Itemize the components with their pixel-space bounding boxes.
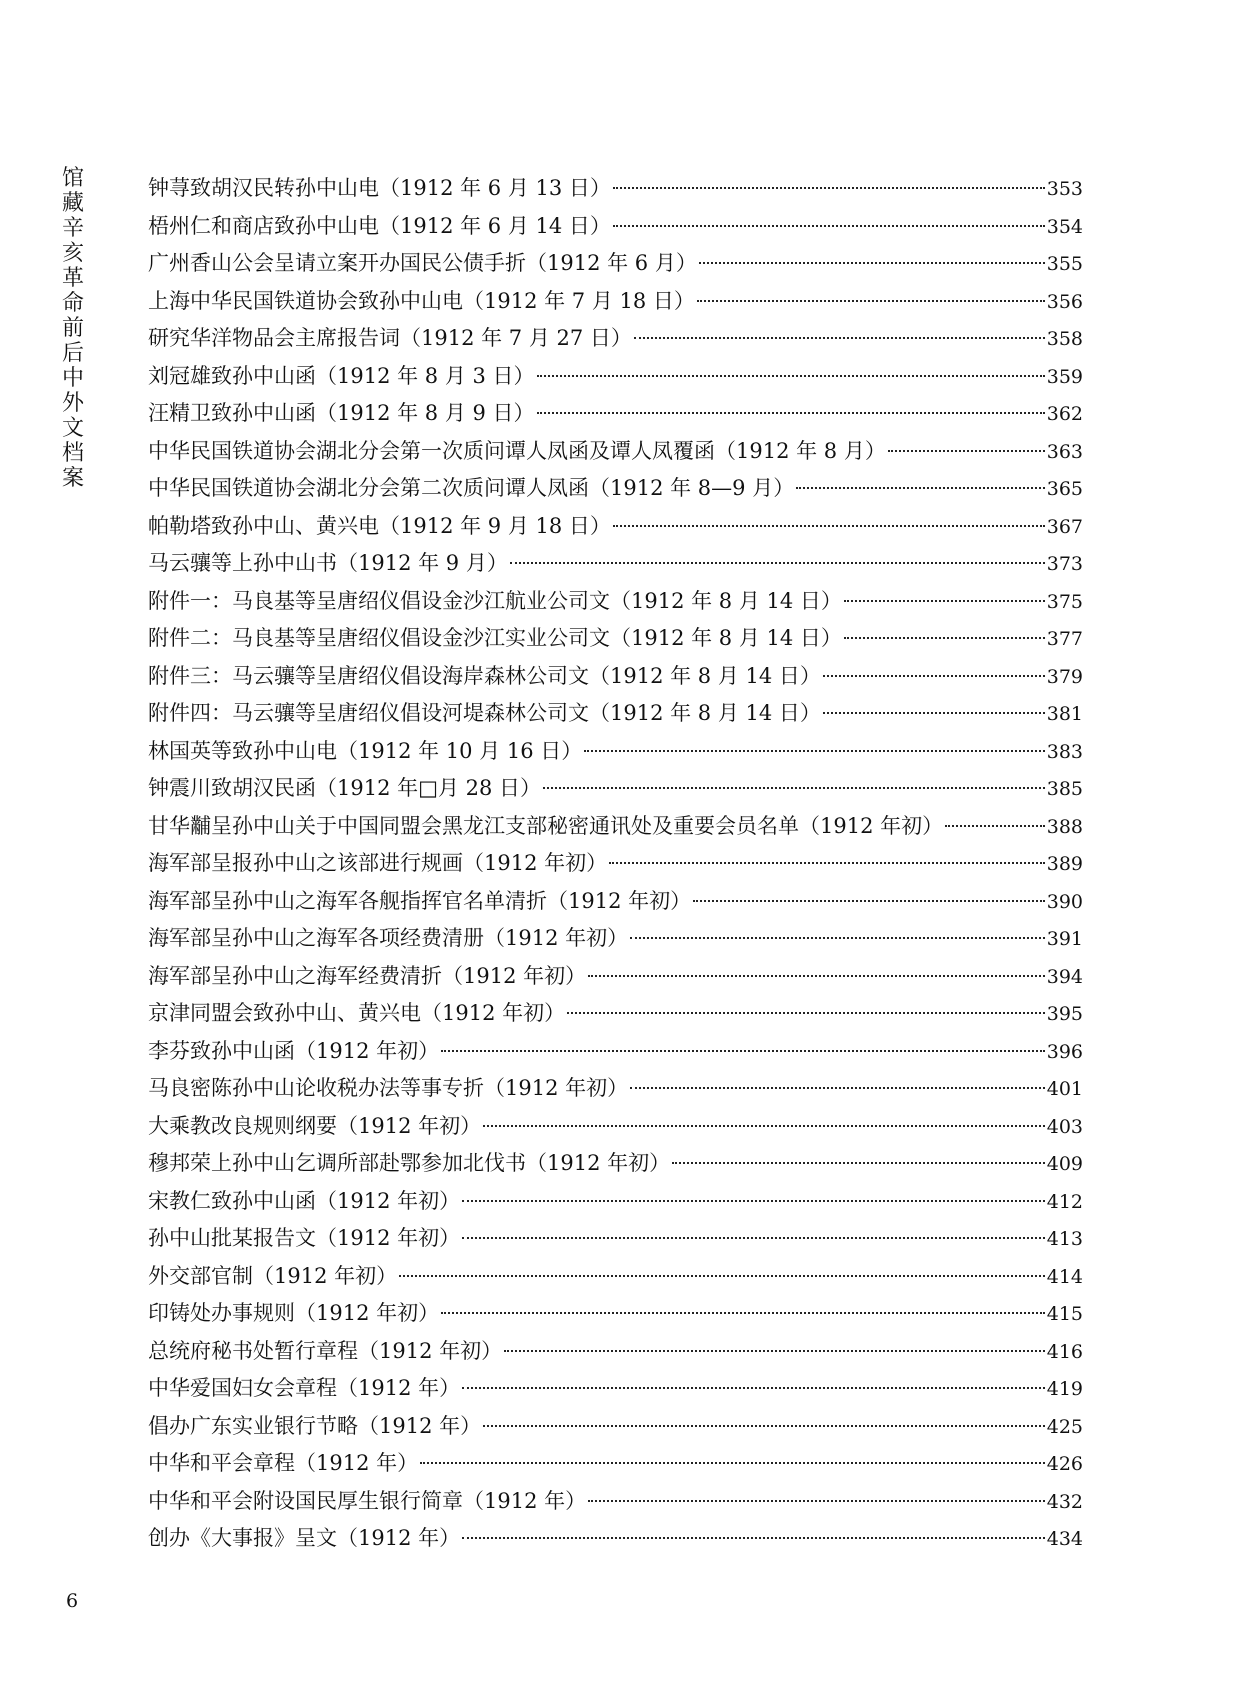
toc-entry-page: 377 [1046,628,1083,650]
dot-leader [567,1011,1045,1014]
toc-entry-title: 中华爱国妇女会章程（1912 年） [148,1376,461,1400]
toc-entry-title: 孙中山批某报告文（1912 年初） [148,1226,461,1250]
toc-entry-page: 353 [1046,178,1083,200]
toc-entry-title: 创办《大事报》呈文（1912 年） [148,1526,461,1550]
toc-entry [148,508,1083,546]
toc-entry-page: 375 [1046,590,1083,613]
toc-entry-title: 钟震川致胡汉民函（1912 年□月 28 日） [148,776,542,800]
toc-entry [148,1145,1083,1183]
toc-entry [148,1070,1083,1108]
toc-entry-title: 甘华黼呈孙中山关于中国同盟会黑龙江支部秘密通讯处及重要会员名单（1912 年初） [148,813,944,838]
toc-entry [148,1108,1083,1146]
dot-leader [672,1161,1045,1164]
toc-entry [148,470,1083,508]
table-of-contents [148,170,1083,1558]
toc-entry-title: 附件一：马良基等呈唐绍仪倡设金沙江航业公司文（1912 年 8 月 14 日） [148,588,842,613]
toc-entry-page: 388 [1046,815,1083,838]
toc-entry [148,1333,1083,1371]
dot-leader [945,824,1045,827]
toc-entry [148,883,1083,921]
running-header-title: 馆藏辛亥革命前后中外文档案 [61,166,84,491]
toc-entry-page: 409 [1046,1153,1083,1175]
toc-entry-title: 研究华洋物品会主席报告词（1912 年 7 月 27 日） [148,326,632,350]
toc-entry-page: 355 [1046,253,1083,275]
toc-entry [148,395,1083,433]
toc-entry [148,358,1083,396]
toc-entry [148,733,1083,771]
toc-entry [148,170,1083,208]
dot-leader [462,1236,1045,1239]
toc-entry-title: 附件四：马云骧等呈唐绍仪倡设河堤森林公司文（1912 年 8 月 14 日） [148,701,821,725]
toc-entry [148,958,1083,996]
dot-leader [504,1349,1045,1352]
toc-entry-title: 马良密陈孙中山论收税办法等事专折（1912 年初） [148,1076,629,1100]
toc-entry-title: 附件三：马云骧等呈唐绍仪倡设海岸森林公司文（1912 年 8 月 14 日） [148,663,821,688]
dot-leader [399,1274,1045,1277]
toc-entry-title: 穆邦荣上孙中山乞调所部赴鄂参加北伐书（1912 年初） [148,1151,671,1175]
toc-entry-page: 416 [1046,1340,1083,1363]
toc-entry-title: 中华民国铁道协会湖北分会第二次质问谭人凤函（1912 年 8—9 月） [148,476,795,500]
toc-entry-page: 354 [1046,215,1083,238]
toc-entry [148,1483,1083,1521]
toc-entry-page: 395 [1046,1003,1083,1025]
toc-entry [148,845,1083,883]
toc-entry-page: 389 [1046,853,1083,875]
toc-entry-page: 358 [1046,328,1083,350]
toc-entry-page: 425 [1046,1415,1083,1438]
toc-entry-page: 401 [1046,1078,1083,1100]
dot-leader [613,224,1045,227]
toc-entry-title: 宋教仁致孙中山函（1912 年初） [148,1188,461,1213]
toc-entry-title: 中华和平会章程（1912 年） [148,1451,419,1475]
toc-entry-page: 415 [1046,1303,1083,1325]
toc-entry-page: 362 [1046,403,1083,425]
toc-entry-title: 汪精卫致孙中山函（1912 年 8 月 9 日） [148,401,535,425]
dot-leader [462,1536,1045,1539]
toc-entry [148,583,1083,621]
dot-leader [697,299,1045,302]
toc-entry-page: 356 [1046,290,1083,313]
toc-entry [148,320,1083,358]
toc-entry [148,620,1083,658]
dot-leader [462,1199,1045,1202]
dot-leader [699,261,1045,264]
toc-entry-page: 373 [1046,553,1083,575]
toc-entry-title: 外交部官制（1912 年初） [148,1263,398,1288]
toc-entry-title: 海军部呈孙中山之海军经费清折（1912 年初） [148,963,587,988]
dot-leader [441,1311,1045,1314]
toc-entry-page: 412 [1046,1190,1083,1213]
dot-leader [537,374,1045,377]
toc-entry [148,208,1083,246]
toc-entry-title: 海军部呈孙中山之海军各舰指挥官名单清折（1912 年初） [148,888,692,913]
toc-entry-title: 中华民国铁道协会湖北分会第一次质问谭人凤函及谭人凤覆函（1912 年 8 月） [148,438,886,463]
toc-entry-page: 426 [1046,1453,1083,1475]
dot-leader [588,974,1045,977]
dot-leader [420,1461,1045,1464]
dot-leader [844,599,1045,602]
dot-leader [630,936,1045,939]
toc-entry-title: 上海中华民国铁道协会致孙中山电（1912 年 7 月 18 日） [148,288,695,313]
toc-entry-title: 京津同盟会致孙中山、黄兴电（1912 年初） [148,1001,566,1025]
dot-leader [543,786,1045,789]
toc-entry-page: 385 [1046,778,1083,800]
toc-entry-page: 365 [1046,478,1083,500]
toc-entry-page: 419 [1046,1378,1083,1400]
toc-entry-page: 432 [1046,1490,1083,1513]
toc-entry-page: 394 [1046,965,1083,988]
dot-leader [844,636,1045,639]
toc-entry-title: 李芬致孙中山函（1912 年初） [148,1038,440,1063]
toc-entry [148,283,1083,321]
toc-entry-page: 396 [1046,1040,1083,1063]
toc-entry [148,995,1083,1033]
toc-entry-title: 倡办广东实业银行节略（1912 年） [148,1413,482,1438]
toc-entry [148,545,1083,583]
toc-entry-page: 390 [1046,890,1083,913]
toc-entry [148,1033,1083,1071]
toc-entry [148,1370,1083,1408]
toc-entry [148,1258,1083,1296]
dot-leader [613,524,1045,527]
dot-leader [483,1124,1045,1127]
dot-leader [823,711,1045,714]
dot-leader [462,1386,1045,1389]
toc-entry-page: 363 [1046,440,1083,463]
dot-leader [537,411,1045,414]
dot-leader [823,674,1045,677]
toc-entry-page: 359 [1046,365,1083,388]
dot-leader [888,449,1045,452]
dot-leader [796,486,1045,489]
toc-entry [148,1183,1083,1221]
toc-entry-title: 大乘教改良规则纲要（1912 年初） [148,1113,482,1138]
toc-entry [148,658,1083,696]
page-number: 6 [66,1590,79,1612]
toc-entry-title: 刘冠雄致孙中山函（1912 年 8 月 3 日） [148,363,535,388]
toc-entry-title: 印铸处办事规则（1912 年初） [148,1301,440,1325]
toc-entry-page: 414 [1046,1265,1083,1288]
toc-entry [148,1295,1083,1333]
toc-entry-page: 383 [1046,740,1083,763]
toc-entry-page: 391 [1046,928,1083,950]
toc-entry-page: 434 [1046,1528,1083,1550]
dot-leader [483,1424,1045,1427]
toc-entry-title: 总统府秘书处暂行章程（1912 年初） [148,1338,503,1363]
toc-entry [148,770,1083,808]
toc-entry [148,1520,1083,1558]
toc-entry-title: 梧州仁和商店致孙中山电（1912 年 6 月 14 日） [148,213,611,238]
toc-entry-title: 林国英等致孙中山电（1912 年 10 月 16 日） [148,738,583,763]
dot-leader [441,1049,1045,1052]
dot-leader [613,186,1045,189]
toc-entry [148,433,1083,471]
dot-leader [693,899,1045,902]
toc-entry [148,920,1083,958]
toc-entry [148,808,1083,846]
toc-entry [148,695,1083,733]
toc-entry-title: 广州香山公会呈请立案开办国民公债手折（1912 年 6 月） [148,251,697,275]
dot-leader [588,1499,1045,1502]
toc-entry-page: 403 [1046,1115,1083,1138]
dot-leader [630,1086,1045,1089]
toc-entry-title: 海军部呈报孙中山之该部进行规画（1912 年初） [148,851,608,875]
toc-entry [148,1445,1083,1483]
toc-entry-page: 381 [1046,703,1083,725]
toc-entry [148,1408,1083,1446]
toc-entry-title: 帕勒塔致孙中山、黄兴电（1912 年 9 月 18 日） [148,513,611,538]
toc-entry-title: 马云骧等上孙中山书（1912 年 9 月） [148,551,508,575]
toc-entry-title: 中华和平会附设国民厚生银行简章（1912 年） [148,1488,587,1513]
toc-entry-title: 海军部呈孙中山之海军各项经费清册（1912 年初） [148,926,629,950]
toc-entry-page: 367 [1046,515,1083,538]
dot-leader [609,861,1045,864]
dot-leader [584,749,1044,752]
toc-entry-title: 钟荨致胡汉民转孙中山电（1912 年 6 月 13 日） [148,176,611,200]
dot-leader [510,561,1045,564]
toc-entry-title: 附件二：马良基等呈唐绍仪倡设金沙江实业公司文（1912 年 8 月 14 日） [148,626,842,650]
toc-entry-page: 413 [1046,1228,1083,1250]
toc-entry [148,245,1083,283]
toc-entry-page: 379 [1046,665,1083,688]
toc-entry [148,1220,1083,1258]
dot-leader [634,336,1045,339]
